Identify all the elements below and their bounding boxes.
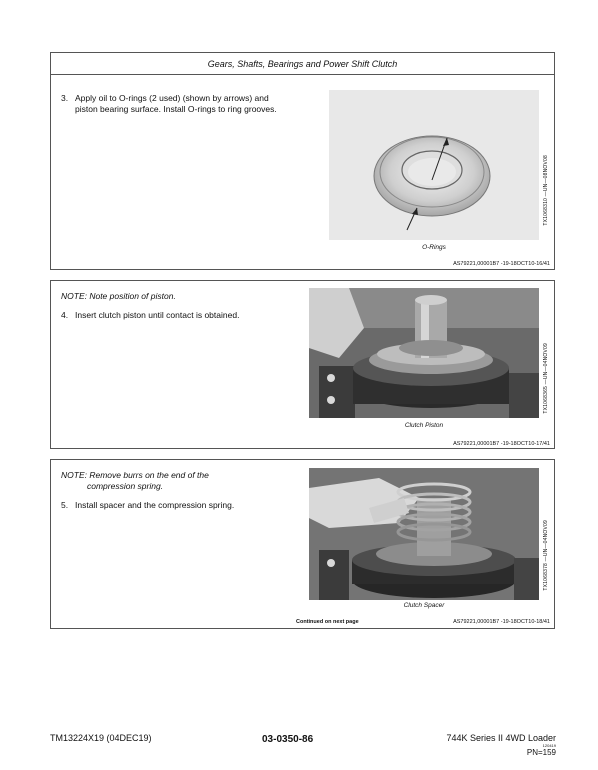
note-line: compression spring. — [87, 481, 164, 491]
section-step-4 — [50, 280, 555, 449]
photo-caption: Clutch Spacer — [403, 602, 445, 609]
clutch-spacer-photo — [309, 468, 539, 600]
step-text-line: Install spacer and the compression spring. — [75, 500, 235, 510]
footer-model — [446, 733, 556, 757]
note-line: NOTE: Remove burrs on the end of the — [61, 470, 209, 480]
reference-code: AS79221,00001B7 -19-18OCT10-17/41 — [453, 441, 550, 447]
footer-model-name: 744K Series II 4WD Loader — [446, 733, 556, 743]
footer-date-code: 120419 — [542, 743, 556, 748]
step-text-line: Insert clutch piston until contact is obtained. — [75, 310, 240, 320]
footer-pn: PN=159 — [526, 748, 556, 757]
step-4 — [61, 310, 239, 321]
footer-page-number: 03-0350-86 — [262, 734, 314, 745]
section-step-3 — [50, 74, 555, 270]
photo-caption: Clutch Piston — [404, 422, 444, 429]
reference-code: AS79221,00001B7 -19-18OCT10-18/41 — [453, 619, 550, 625]
image-code: TX1068378 —UN—04NOV09 — [543, 520, 549, 591]
photo-caption: O-Rings — [422, 244, 446, 251]
clutch-piston-photo — [309, 288, 539, 418]
reference-code: AS79221,00001B7 -19-18OCT10-16/41 — [453, 261, 550, 267]
step-3 — [61, 93, 277, 115]
o-rings-image — [329, 90, 539, 240]
section-step-5 — [50, 459, 555, 629]
step-text-line: piston bearing surface. Install O-rings to ring grooves. — [75, 104, 277, 114]
clutch-spacer-image — [309, 468, 539, 600]
image-code: TX1068365 —UN—04NOV09 — [543, 343, 549, 414]
page-header: Gears, Shafts, Bearings and Power Shift Clutch — [50, 52, 555, 74]
step-number: 3. — [61, 93, 69, 103]
note — [61, 470, 209, 492]
step-number: 5. — [61, 500, 69, 510]
step-number: 4. — [61, 310, 69, 320]
clutch-piston-image — [309, 288, 539, 418]
step-text-line: Apply oil to O-rings (2 used) (shown by arrows) and — [75, 93, 269, 103]
step-5 — [61, 500, 234, 511]
continued-note: Continued on next page — [296, 619, 359, 625]
image-code: TX1068310 —UN—08NOV08 — [543, 155, 549, 226]
footer-manual-id: TM13224X19 (04DEC19) — [50, 733, 152, 743]
note: NOTE: Note position of piston. — [61, 291, 176, 301]
o-rings-photo — [329, 90, 539, 240]
